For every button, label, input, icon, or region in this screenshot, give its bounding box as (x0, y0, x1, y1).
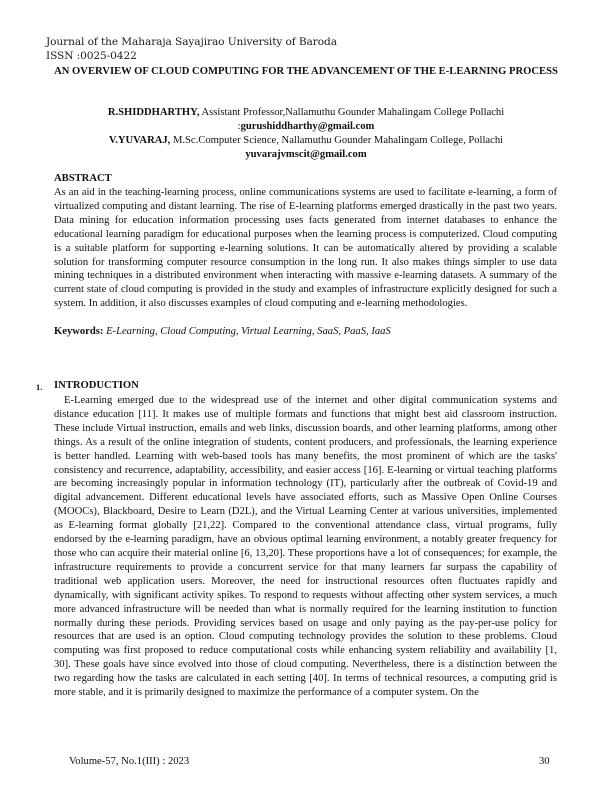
author-1-email-line (40, 120, 572, 134)
author-affiliation: M.Sc.Computer Science, Nallamuthu Gounder Mahalingam College, Pollachi (170, 135, 504, 146)
author-name: V.YUVARAJ, (108, 135, 171, 146)
author-2-email-line (40, 148, 572, 162)
abstract-text: As an aid in the teaching-learning process, online communications systems are used to facilitate e-learning, a form of virtualized computing and distant learning. The rise of E-learning platforms emerged drastically in the past two years. Data mining for education information processing uses facts generated from internet databases to enhance the educational learning paradigm for educational purposes when the learning process is computerized. Cloud computing is a suitable platform for supporting e-learning solutions. It can be automatically altered by providing a scalable solution for transforming computer resource consumption in the long run. It also makes things simpler to use data mining techniques in a distributed environment when interacting with massive e-learning datasets. A summary of the current state of cloud computing is provided in the study and examples of infrastructure explicitly designed for such a system. In addition, it also discusses examples of cloud computing and e-learning methodologies. (54, 187, 557, 310)
keywords (54, 326, 391, 337)
email-prefix: : (237, 121, 241, 132)
section-number: 1. (36, 382, 43, 392)
keywords-values: E-Learning, Cloud Computing, Virtual Learning, SaaS, PaaS, IaaS (103, 326, 391, 337)
author-affiliation: Assistant Professor,Nallamuthu Gounder Mahalingam College Pollachi (199, 107, 505, 118)
paper-title: AN OVERVIEW OF CLOUD COMPUTING FOR THE ADVANCEMENT OF THE E-LEARNING PROCESS (54, 66, 558, 77)
author-1 (40, 106, 572, 120)
keywords-label: Keywords: (54, 326, 104, 337)
journal-name: Journal of the Maharaja Sayajirao University of Baroda (46, 36, 337, 48)
author-2 (40, 134, 572, 148)
page-number: 30 (539, 756, 550, 767)
introduction-text: E-Learning emerged due to the widespread use of the internet and other digital communication systems and distance education [11]. It makes use of multiple formats and functions that might best aid classroom instruction. These include Virtual instruction, emails and web links, discussion boards, and other learning platforms, among other things. As a result of the online integration of students, content producers, and professionals, the learning experience is better handled. Learning with web-based tools has many benefits, the most prominent of which are the tasks' consistency and recurrence, adaptability, accessibility, and easier access [16]. E-learning or virtual teaching platforms are becoming increasingly popular in information technology (IT), particularly after the outbreak of Covid-19 and digital advancement. Different educational levels have associated efforts, such as Massive Open Online Courses (MOOCs), Blackboard, Desire to Learn (D2L), and the Virtual Learning Center at various universities, implemented as E-learning format globally [21,22]. Compared to the conventional attendance class, virtual programs, fully endorsed by the e-learning paradigm, have an obvious optimal learning environment, a notably greater frequency for those who can acquire their material online [6, 13,20]. These proportions have a lot of consequences; for example, the infrastructure requirements to provide a concurrent service for that many learners far surpass the capability of traditional web application users. Moreover, the need for instructional resources often fluctuates rapidly and dynamically, with significant activity spikes. To respond to requests without affecting other system services, a much more advanced infrastructure will be needed than what is normally required for the learning institution to function normally during these periods. Providing services based on usage and only paying as the pay-per-use policy for resources that are used is an option. Cloud computing technology provides the solution to these problems. Cloud computing was first proposed to reduce computational costs while enhancing system reliability and availability [1, 30]. These goals have since evolved into those of cloud computing. Nevertheless, there is a distinction between the two regarding how the tasks are calculated in each setting [40]. In terms of technical resources, a computing grid is more stable, and it is primarily designed to maximize the performance of a computer system. On the (54, 395, 557, 699)
author-email[interactable]: yuvarajvmscit@gmail.com (245, 149, 367, 160)
footer-volume: Volume-57, No.1(III) : 2023 (69, 756, 190, 767)
abstract-heading: ABSTRACT (54, 173, 112, 184)
issn: ISSN :0025-0422 (46, 49, 137, 62)
introduction-heading: INTRODUCTION (54, 380, 139, 391)
author-email[interactable]: gurushiddharthy@gmail.com (240, 121, 375, 132)
author-name: R.SHIDDHARTHY, (107, 107, 200, 118)
journal-header (46, 36, 337, 63)
author-list (40, 106, 572, 162)
